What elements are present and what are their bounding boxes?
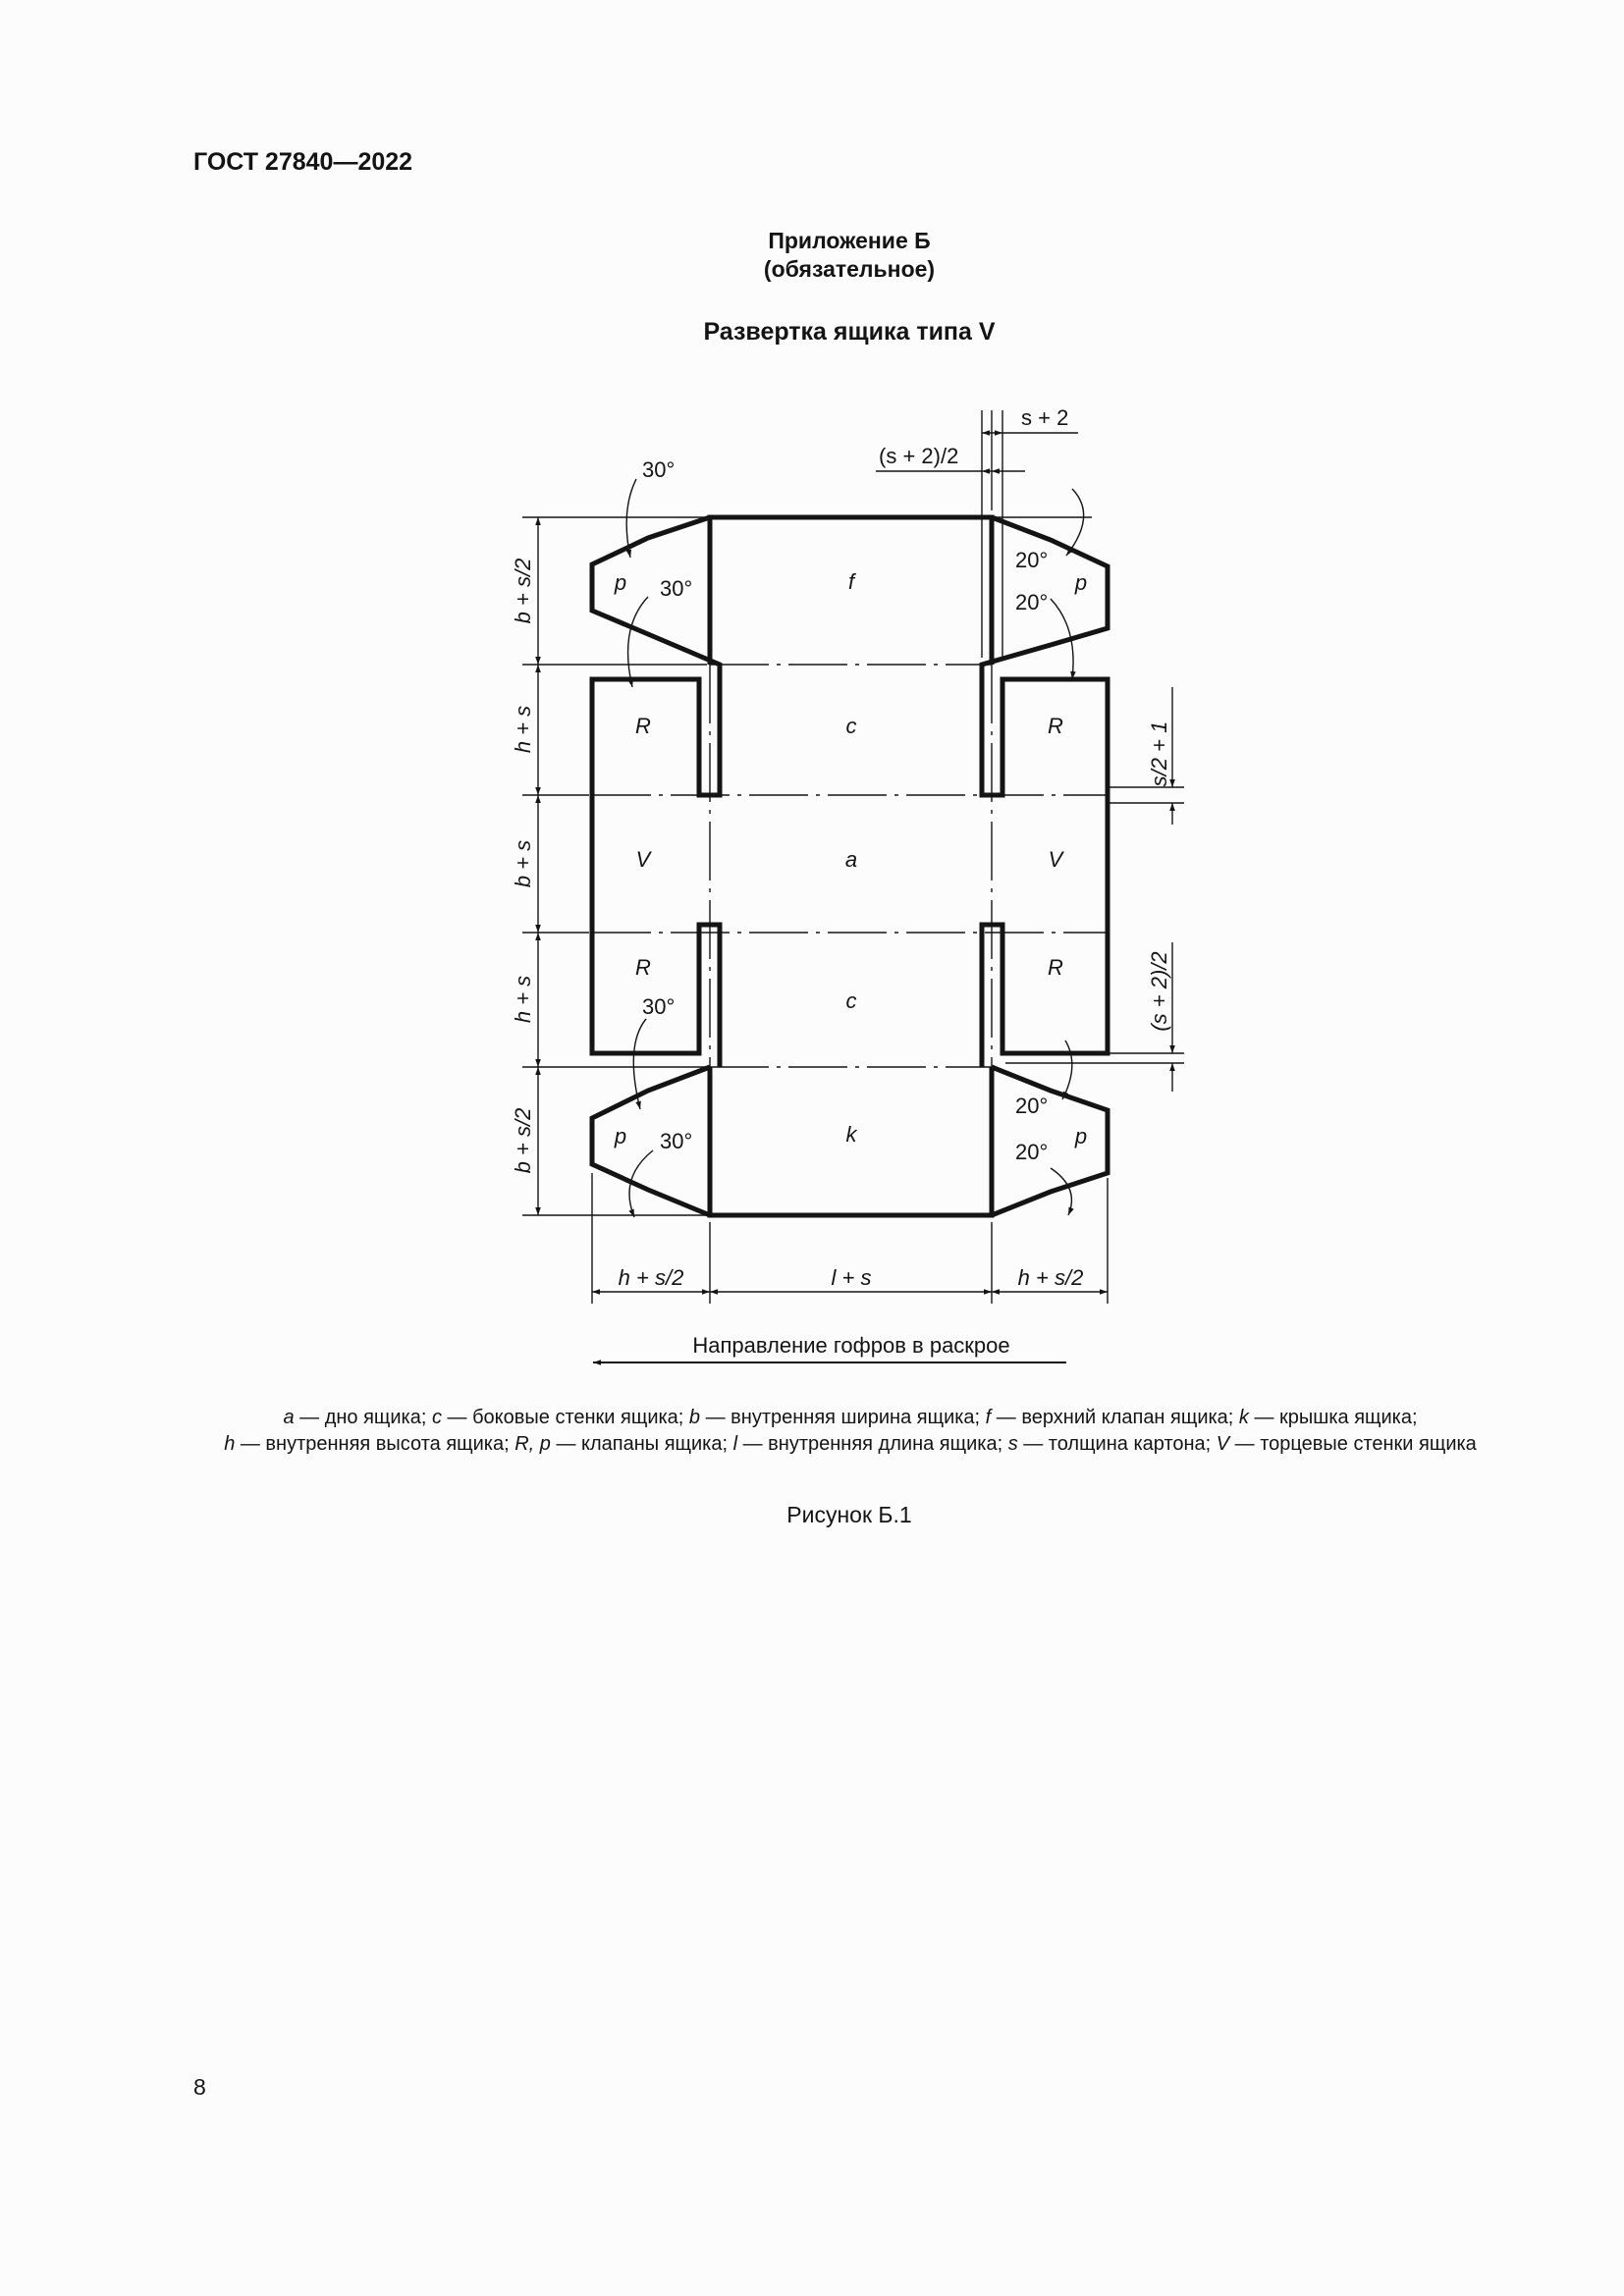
right-panel-5-label: p	[1074, 1124, 1088, 1148]
left-panel-3-label: V	[635, 847, 651, 872]
legend-item: l — внутренняя длина ящика;	[732, 1433, 1008, 1455]
legend-item: s — толщина картона;	[1007, 1433, 1217, 1455]
angle-bottom-left-inner: 30°	[660, 1129, 693, 1153]
dim-left-5: b + s/2	[511, 1107, 535, 1174]
dim-s-plus-2: s + 2	[1021, 405, 1069, 430]
legend-item: c — боковые стенки ящика;	[431, 1407, 689, 1428]
dim-right-lower: (s + 2)/2	[1147, 951, 1171, 1032]
dim-left-2: h + s	[511, 705, 535, 754]
appendix-title: Приложение Б	[768, 228, 931, 253]
dim-left-1: b + s/2	[511, 558, 535, 624]
angle-bottom-left-outer: 30°	[642, 994, 676, 1019]
angle-top-left-outer: 30°	[642, 457, 676, 482]
legend-item: k — крышка ящика;	[1238, 1407, 1418, 1428]
right-panel-1-label: p	[1074, 570, 1088, 595]
dim-s-plus-2-half: (s + 2)/2	[879, 444, 959, 468]
dim-left-4: h + s	[511, 975, 535, 1024]
left-panel-5-label: p	[614, 1124, 627, 1148]
angle-labels	[642, 457, 1048, 1164]
dim-right-upper: s/2 + 1	[1147, 721, 1171, 787]
dim-bottom-left: h + s/2	[618, 1265, 684, 1290]
angle-top-right-outer: 20°	[1015, 548, 1049, 572]
legend-item: b — внутренняя ширина ящика;	[688, 1407, 986, 1428]
figure-caption: Рисунок Б.1	[786, 1502, 912, 1527]
corrugation-direction-label: Направление гофров в раскрое	[692, 1333, 1010, 1358]
dim-bottom-right: h + s/2	[1017, 1265, 1084, 1290]
left-panel-2-label: R	[635, 714, 651, 738]
appendix-status: (обязательное)	[763, 256, 936, 282]
left-top-p-flap	[592, 517, 720, 1067]
panel-k-label: k	[845, 1122, 857, 1147]
panel-a-label: a	[844, 847, 858, 872]
figure-title: Развертка ящика типа V	[703, 318, 996, 346]
right-panel-2-label: R	[1048, 714, 1063, 738]
dim-bottom-mid: l + s	[831, 1265, 872, 1290]
dimension-labels	[511, 405, 1171, 1290]
panel-c-top-label: c	[845, 714, 857, 738]
angle-bottom-right-outer: 20°	[1015, 1094, 1049, 1118]
legend-item: h — внутренняя высота ящика;	[224, 1433, 515, 1455]
right-bottom-p-flap	[992, 1067, 1108, 1215]
right-panel-4-label: R	[1048, 955, 1063, 980]
left-panel-4-label: R	[635, 955, 651, 980]
right-panel-3-label: V	[1048, 847, 1063, 872]
angle-top-left-inner: 30°	[660, 576, 693, 601]
legend-item: f — верхний клапан ящика;	[985, 1407, 1239, 1428]
legend-item: R, p — клапаны ящика;	[514, 1433, 733, 1455]
figure-legend	[218, 1405, 1483, 1458]
panel-f-label: f	[847, 569, 855, 594]
angle-top-right-inner: 20°	[1015, 590, 1049, 614]
left-panel-1-label: p	[614, 570, 627, 595]
document-code: ГОСТ 27840—2022	[193, 148, 413, 176]
legend-item: a — дно ящика;	[283, 1407, 432, 1428]
page-number: 8	[193, 2074, 206, 2100]
angle-bottom-right-inner: 20°	[1015, 1140, 1049, 1164]
dim-left-3: b + s	[511, 839, 535, 888]
legend-item: V — торцевые стенки ящика	[1216, 1433, 1477, 1455]
panel-c-bottom-label: c	[845, 988, 857, 1013]
